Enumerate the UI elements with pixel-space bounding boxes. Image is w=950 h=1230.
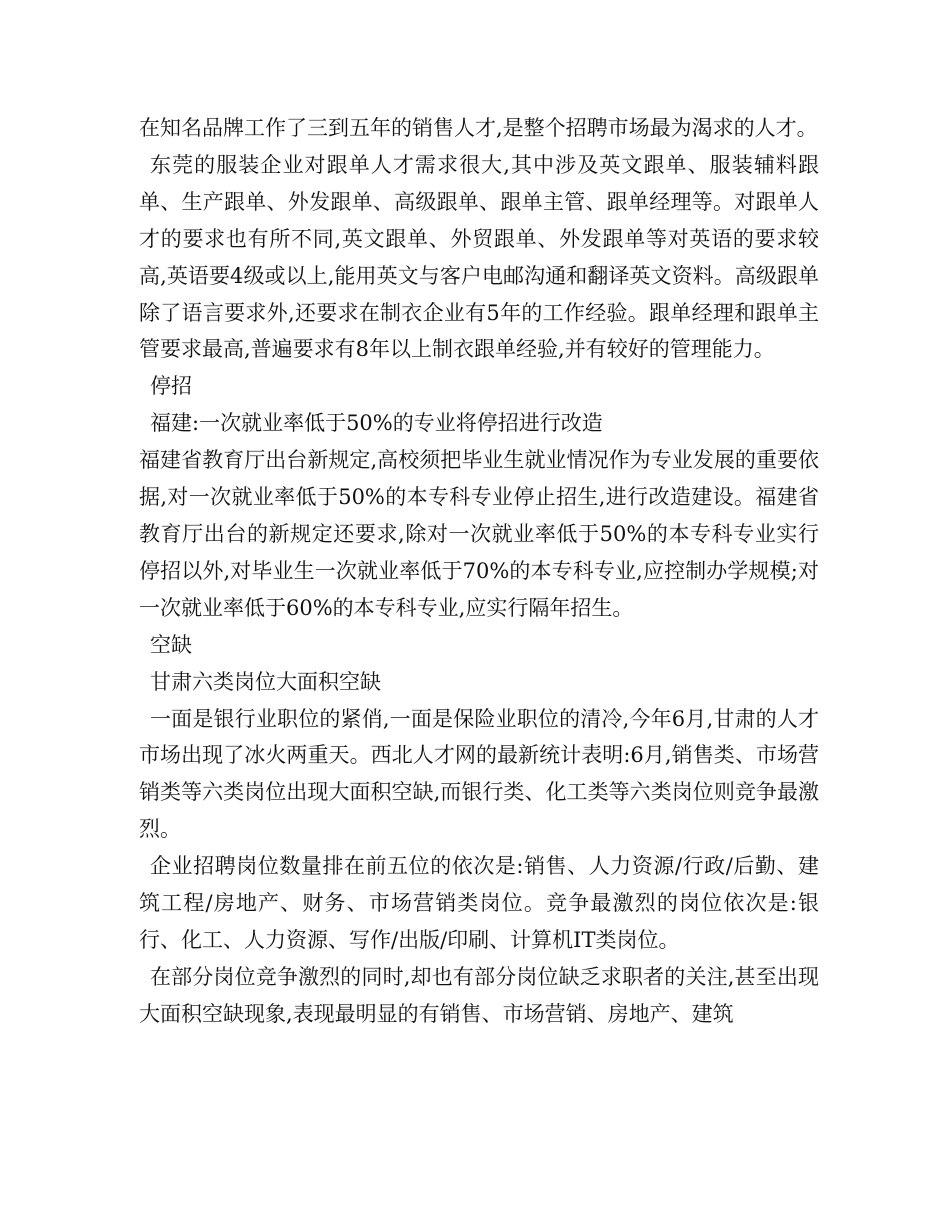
paragraph-sales-talent: 在知名品牌工作了三到五年的销售人才,是整个招聘市场最为渴求的人才。 [139,116,818,140]
paragraph-fujian-policy: 福建省教育厅出台新规定,高校须把毕业生就业情况作为专业发展的重要依据,对一次就业率低于50%的本专科专业停止招生,进行改造建设。福建省教育厅出台的新规定还要求,除对一次就业率低于50%的本专科专业实行停招以外,对毕业生一次就业率低于70%的本专科专业,应控制办学规模;对一次就业率低于60%的本专科专业,应实行隔年招生。 [139,448,819,620]
subheading-gansu: 甘肃六类岗位大面积空缺 [150,669,381,694]
document-body [139,110,819,1033]
section-heading-stop-enrollment: 停招 [150,374,192,399]
paragraph-vacancies: 在部分岗位竞争激烈的同时,却也有部分岗位缺乏求职者的关注,甚至出现大面积空缺现象,表现最明显的有销售、市场营销、房地产、建筑 [139,964,819,1026]
paragraph-top-positions: 企业招聘岗位数量排在前五位的依次是:销售、人力资源/行政/后勤、建筑工程/房地产、财务、市场营销类岗位。竞争最激烈的岗位依次是:银行、化工、人力资源、写作/出版/印刷、计算机IT类岗位。 [139,854,819,952]
section-heading-vacancy: 空缺 [150,632,192,657]
subheading-fujian: 福建:一次就业率低于50%的专业将停招进行改造 [150,411,603,436]
paragraph-gansu-market: 一面是银行业职位的紧俏,一面是保险业职位的清冷,今年6月,甘肃的人才市场出现了冰火两重天。西北人才网的最新统计表明:6月,销售类、市场营销类等六类岗位出现大面积空缺,而银行类、化工类等六类岗位则竞争最激烈。 [139,706,819,842]
paragraph-dongguan-merchandiser: 东莞的服装企业对跟单人才需求很大,其中涉及英文跟单、服装辅料跟单、生产跟单、外发跟单、高级跟单、跟单主管、跟单经理等。对跟单人才的要求也有所不同,英文跟单、外贸跟单、外发跟单等对英语的要求较高,英语要4级或以上,能用英文与客户电邮沟通和翻译英文资料。高级跟单除了语言要求外,还要求在制衣企业有5年的工作经验。跟单经理和跟单主管要求最高,普遍要求有8年以上制衣跟单经验,并有较好的管理能力。 [139,152,819,362]
